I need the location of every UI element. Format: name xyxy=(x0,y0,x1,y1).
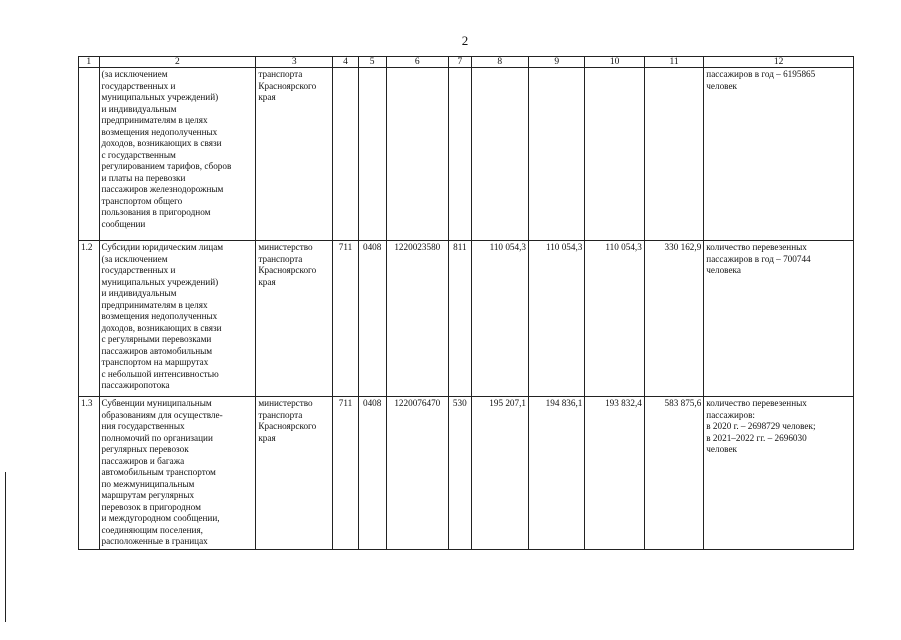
code-target xyxy=(386,68,449,241)
measure-name: (за исключением государственных и муниципальных учреждений) и индивидуальным предпринимателям в целях возмещения недополученных доходов, возникающих в связи с государственным регулированием тарифов, сборов и платы на перевозки пассажиров железнодорожным транспортом общего пользования в пригородном сообщении xyxy=(99,68,256,241)
header-cell: 7 xyxy=(449,57,472,68)
table-row xyxy=(79,397,854,550)
code-expense-type xyxy=(449,68,472,241)
budget-administrator: министерство транспорта Красноярского края xyxy=(256,241,333,397)
amount-2020 xyxy=(471,68,528,241)
code-grbs xyxy=(333,68,359,241)
header-cell: 9 xyxy=(529,57,585,68)
code-section xyxy=(358,68,386,241)
amount-2022: 110 054,3 xyxy=(585,241,644,397)
amount-2021: 110 054,3 xyxy=(529,241,585,397)
scan-margin-line xyxy=(5,472,6,622)
expected-result: количество перевезенных пассажиров: в 2020 г. – 2698729 человек; в 2021–2022 гг. – 2696030 человек xyxy=(704,397,854,550)
row-number: 1.2 xyxy=(79,241,100,397)
amount-total: 330 162,9 xyxy=(644,241,703,397)
code-expense-type: 811 xyxy=(449,241,472,397)
row-number: 1.3 xyxy=(79,397,100,550)
amount-2021 xyxy=(529,68,585,241)
header-cell: 1 xyxy=(79,57,100,68)
measure-name: Субвенции муниципальным образованиям для осуществле- ния государственных полномочий по организации регулярных перевозок пассажиров и багажа автомобильным транспортом по межмуниципальным маршрутам регулярных перевозок в пригородном и междугородном сообщении, соединяющим поселения, расположенные в границах xyxy=(99,397,256,550)
header-cell: 11 xyxy=(644,57,703,68)
amount-2022: 193 832,4 xyxy=(585,397,644,550)
header-cell: 10 xyxy=(585,57,644,68)
code-section: 0408 xyxy=(358,397,386,550)
budget-administrator: транспорта Красноярского края xyxy=(256,68,333,241)
code-grbs: 711 xyxy=(333,397,359,550)
page-number: 2 xyxy=(461,33,469,48)
code-section: 0408 xyxy=(358,241,386,397)
amount-total: 583 875,6 xyxy=(644,397,703,550)
amount-2020: 110 054,3 xyxy=(471,241,528,397)
amount-2021: 194 836,1 xyxy=(529,397,585,550)
header-cell: 3 xyxy=(256,57,333,68)
expected-result: количество перевезенных пассажиров в год – 700744 человека xyxy=(704,241,854,397)
row-number xyxy=(79,68,100,241)
code-target: 1220076470 xyxy=(386,397,449,550)
amount-2020: 195 207,1 xyxy=(471,397,528,550)
expected-result: пассажиров в год – 6195865 человек xyxy=(704,68,854,241)
header-row xyxy=(79,57,854,68)
header-cell: 8 xyxy=(471,57,528,68)
code-expense-type: 530 xyxy=(449,397,472,550)
header-cell: 6 xyxy=(386,57,449,68)
measure-name: Субсидии юридическим лицам (за исключением государственных и муниципальных учреждений) и индивидуальным предпринимателям в целях возмещения недополученных доходов, возникающих в связи с регулярными перевозками пассажиров автомобильным транспортом на маршрутах с небольшой интенсивностью пассажиропотока xyxy=(99,241,256,397)
table-row xyxy=(79,68,854,241)
amount-2022 xyxy=(585,68,644,241)
header-cell: 2 xyxy=(99,57,256,68)
header-cell: 5 xyxy=(358,57,386,68)
table-row xyxy=(79,241,854,397)
amount-total xyxy=(644,68,703,241)
budget-administrator: министерство транспорта Красноярского края xyxy=(256,397,333,550)
code-target: 1220023580 xyxy=(386,241,449,397)
code-grbs: 711 xyxy=(333,241,359,397)
header-cell: 4 xyxy=(333,57,359,68)
header-cell: 12 xyxy=(704,57,854,68)
budget-table xyxy=(78,56,854,550)
